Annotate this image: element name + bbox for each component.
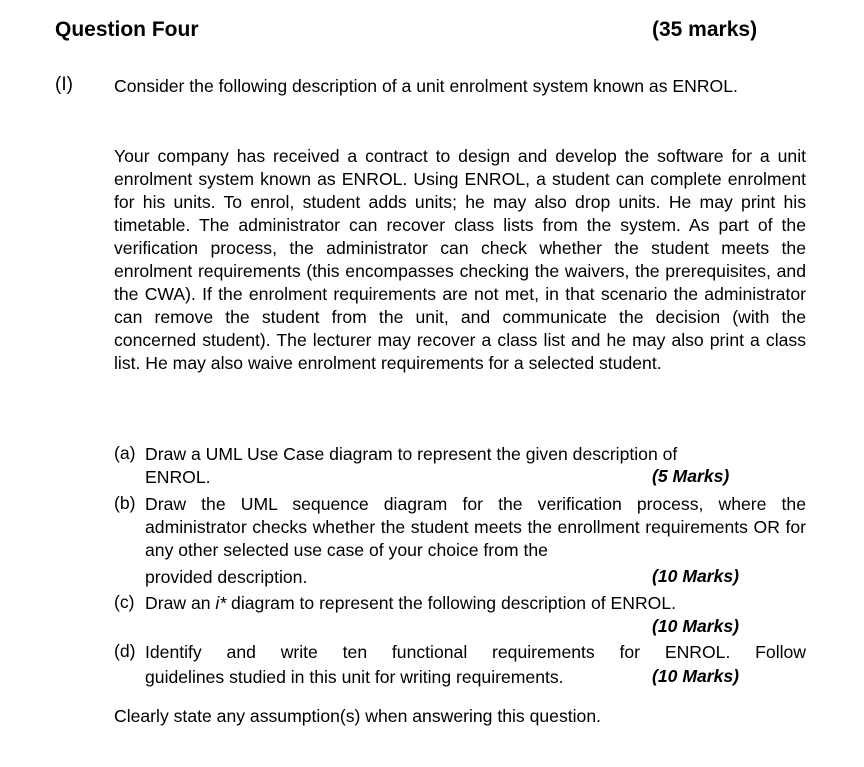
task-d-marks: (10 Marks) <box>652 666 740 686</box>
task-c-italic: i* <box>215 593 227 613</box>
task-d-label: (d) <box>114 641 136 661</box>
task-a-line2: ENROL. <box>145 467 211 487</box>
task-c-label: (c) <box>114 592 135 612</box>
task-b-label: (b) <box>114 493 136 513</box>
task-d-last-line: guidelines studied in this unit for writing requirements. <box>145 667 564 687</box>
task-c-marks: (10 Marks) <box>652 616 740 636</box>
part-intro: Consider the following description of a unit enrolment system known as ENROL. <box>114 76 738 96</box>
task-d-text: Identify and write ten functional requirements for ENROL. Follow <box>145 642 806 662</box>
task-b-last-line: provided description. <box>145 567 308 587</box>
task-c-post: diagram to represent the following description of ENROL. <box>226 593 677 613</box>
task-a-marks: (5 Marks) <box>652 466 730 486</box>
task-a-label: (a) <box>114 443 136 463</box>
question-title: Question Four <box>55 18 199 41</box>
question-marks: (35 marks) <box>652 18 758 41</box>
task-c-text <box>145 592 806 615</box>
task-b-marks: (10 Marks) <box>652 566 740 586</box>
task-c-pre: Draw an <box>145 593 216 613</box>
task-a-line1: Draw a UML Use Case diagram to represent the given description of <box>145 444 678 464</box>
part-label: (I) <box>55 74 73 95</box>
task-b-text: Draw the UML sequence diagram for the verification process, where the administrator checks whether the student meets the enrollment requirements OR for any other selected use case of your choice from the <box>145 494 806 560</box>
description-paragraph: Your company has received a contract to design and develop the software for a unit enrolment system known as ENROL. Using ENROL, a student can complete enrolment for his units. To enrol, student adds units; he may also drop units. He may print his timetable. The administrator can recover class lists from the system. As part of the verification process, the administrator can check whether the student meets the enrolment requirements (this encompasses checking the waivers, the prerequisites, and the CWA). If the enrolment requirements are not met, in that scenario the administrator can remove the student from the unit, and communicate the decision (with the concerned student). The lecturer may recover a class list and he may also print a class list. He may also waive enrolment requirements for a selected student. <box>114 146 806 373</box>
closing-instruction: Clearly state any assumption(s) when answering this question. <box>114 706 601 726</box>
